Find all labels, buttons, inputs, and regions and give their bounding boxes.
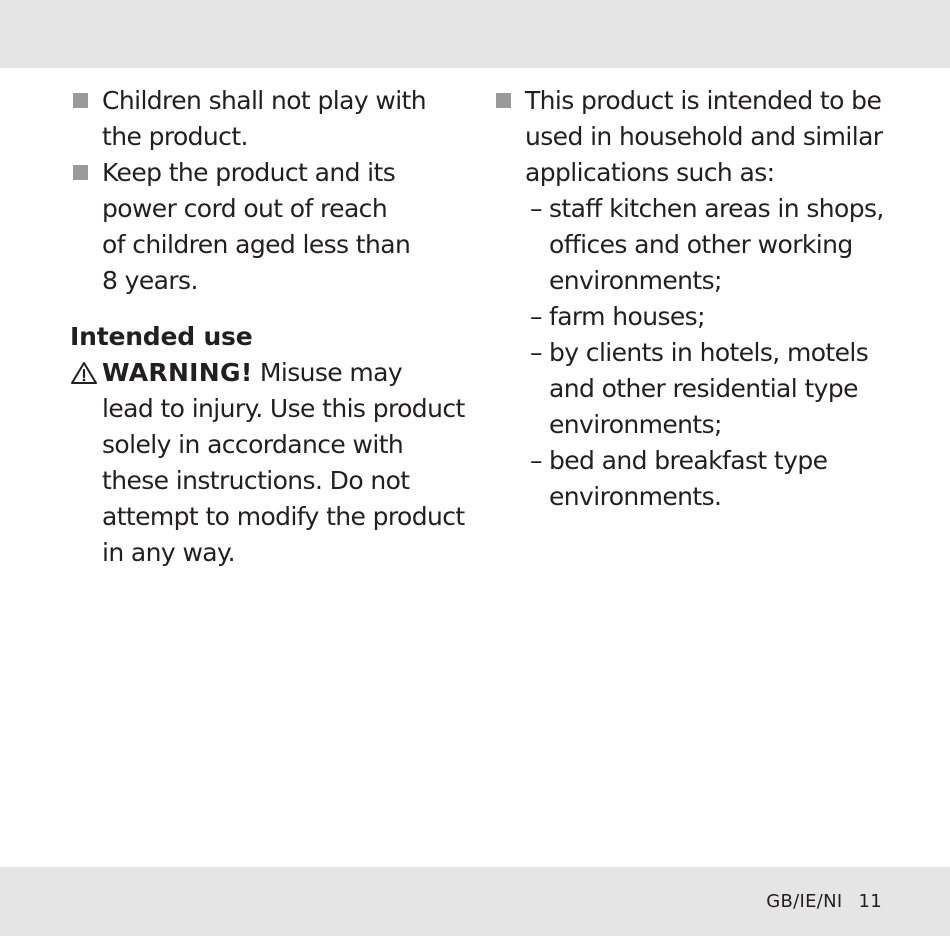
list-item (493, 299, 893, 335)
region-label: GB/IE/NI (766, 891, 843, 912)
warning-text: Misuse may lead to injury. Use this product solely in accordance with these instructions. Do not attempt to modify the product in any way. (102, 358, 465, 567)
square-bullet-icon (496, 93, 511, 108)
bullet-item (493, 83, 893, 191)
dash-list (493, 191, 893, 515)
left-column (70, 83, 470, 571)
page-footer (766, 891, 882, 912)
warning-label: WARNING! (102, 358, 253, 387)
bullet-text: Children shall not play with the product. (102, 86, 426, 151)
list-item (493, 191, 893, 299)
list-item-text: farm houses; (549, 302, 705, 331)
dash-marker: – (530, 338, 542, 367)
bullet-text: Keep the product and its power cord out of reach of children aged less than 8 years. (102, 158, 411, 295)
list-item-text: by clients in hotels, motels and other residential type environments; (549, 338, 869, 439)
warning-block (70, 355, 470, 571)
warning-triangle-icon (70, 361, 98, 385)
square-bullet-icon (73, 93, 88, 108)
dash-marker: – (530, 302, 542, 331)
page-number: 11 (858, 891, 882, 912)
list-item-text: staff kitchen areas in shops, offices and other working environments; (549, 194, 884, 295)
list-item (493, 335, 893, 443)
dash-marker: – (530, 446, 542, 475)
section-heading: Intended use (70, 322, 253, 351)
bullet-item (70, 83, 470, 155)
list-item (493, 443, 893, 515)
dash-marker: – (530, 194, 542, 223)
square-bullet-icon (73, 165, 88, 180)
list-item-text: bed and breakfast type environments. (549, 446, 828, 511)
right-column (493, 83, 893, 515)
bullet-text: This product is intended to be used in household and similar applications such as: (525, 86, 883, 187)
header-band (0, 0, 950, 68)
bullet-item (70, 155, 470, 299)
